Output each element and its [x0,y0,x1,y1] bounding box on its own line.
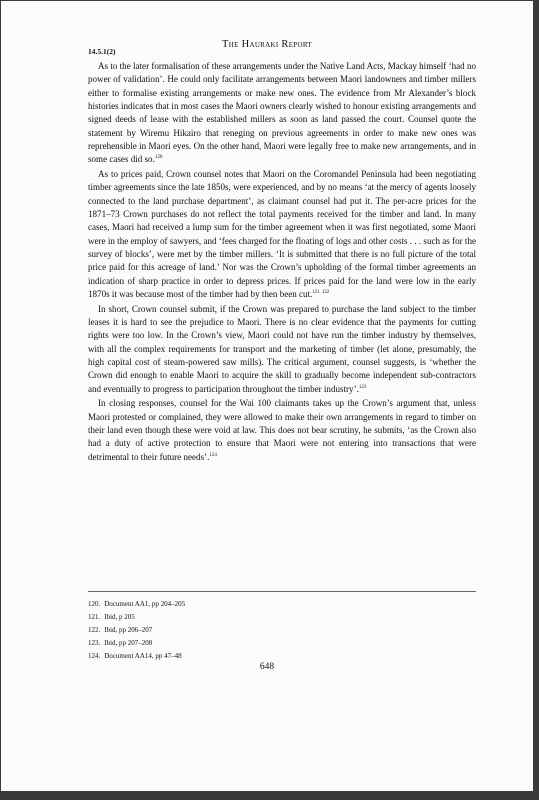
paragraph [88,168,476,301]
paragraph-text: As to the later formalisation of these arrangements under the Native Land Acts, Mackay himself ‘had no power of validation’. He could only facilitate arrangements between Maori landowners and timber millers either to formalise existing arrangements or make new ones. The evidence from Mr Alexander’s block histories indicates that in most cases the Maori owners clearly wished to honour existing arrangements and signed deeds of lease with the established millers as soon as land passed the court. Counsel quote the statement by Wiremu Hikairo that reneging on previous agreements in order to make new ones was reprehensible in Maori eyes. On the other hand, Maori were legally free to make new arrangements, and in some cases did so. [88,61,476,165]
document-page [1,1,533,791]
footnote-number: 123. [88,639,101,647]
page-number: 648 [259,662,275,672]
paragraph-text: In short, Crown counsel submit, if the Crown was prepared to purchase the land subject to the timber leases it is hard to see the prejudice to Maori. There is no clear evidence that the payments for cutting rights were too low. In the Crown’s view, Maori could not have run the timber industry by themselves, with all the complex requirements for transport and the marketing of timber (let alone, presumably, the high capital cost of steam-powered saw mills). The critical argument, counsel suggests, is ‘whether the Crown did enough to enable Maori to acquire the skill to gradually become independent sub-contractors and eventually to progress to participation throughout the timber industry’. [88,303,476,394]
footnote-divider [88,591,476,592]
footnote-ref: 121 [312,290,320,296]
footnote [88,611,476,624]
footnote-number: 122. [88,626,101,634]
paragraph [88,60,476,167]
paragraph [88,303,476,396]
footnote-text: Document AA1, pp 204–205 [104,600,186,608]
footnote-text: Document AA14, pp 47–48 [104,652,182,660]
footnote-number: 121. [88,613,101,621]
footnote-ref: 124 [209,452,217,458]
footnotes [88,598,476,663]
body-text [88,60,476,465]
footnote-ref: 120 [154,155,163,161]
footnote-number: 120. [88,600,101,608]
footnote [88,598,476,611]
paragraph-text: In closing responses, counsel for the Wai 100 claimants takes up the Crown’s argument that, unless Maori protested or complained, they were allowed to make their own arrangements in regard to timber on their land even though these were void at law. This does not bear scrutiny, he submits, ‘as the Crown also had a duty of active protection to ensure that Maori were not entering into transactions that were detrimental to their future needs’. [88,398,476,462]
paragraph [88,397,476,464]
footnote [88,624,476,637]
paragraph-text: As to prices paid, Crown counsel notes that Maori on the Coromandel Peninsula had been negotiating timber agreements since the late 1850s, were experienced, and by no means ‘at the mercy of agents loosely connected to the land purchase department’, as claimant counsel had put it. The per-acre prices for the 1871–73 Crown purchases do not reflect the total payments received for the timber and land. In many cases, Maori had received a lump sum for the timber agreement when it was first negotiated, some Maori were in the employ of sawyers, and ‘fees charged for the floating of logs and other costs . . . such as for the survey of blocks’, were met by the timber millers. ‘It is submitted that there is no full picture of the total price paid for this acreage of land.’ Nor was the Crown’s upholding of the formal timber agreements an indication of sharp practice in order to depress prices. If prices paid for the land were low in the early 1870s it was because most of the timber had by then been cut. [88,168,476,300]
section-number: 14.5.1(2) [88,47,116,56]
footnote-ref: 123 [358,384,367,390]
footnote-ref: 122 [321,290,330,296]
footnote-text: Ibid, p 205 [104,613,135,621]
running-head: The Hauraki Report [222,39,312,50]
footnote-number: 124. [88,652,101,660]
footnote [88,637,476,650]
footnote-text: Ibid, pp 207–208 [104,639,153,647]
footnote-text: Ibid, pp 206–207 [104,626,153,634]
